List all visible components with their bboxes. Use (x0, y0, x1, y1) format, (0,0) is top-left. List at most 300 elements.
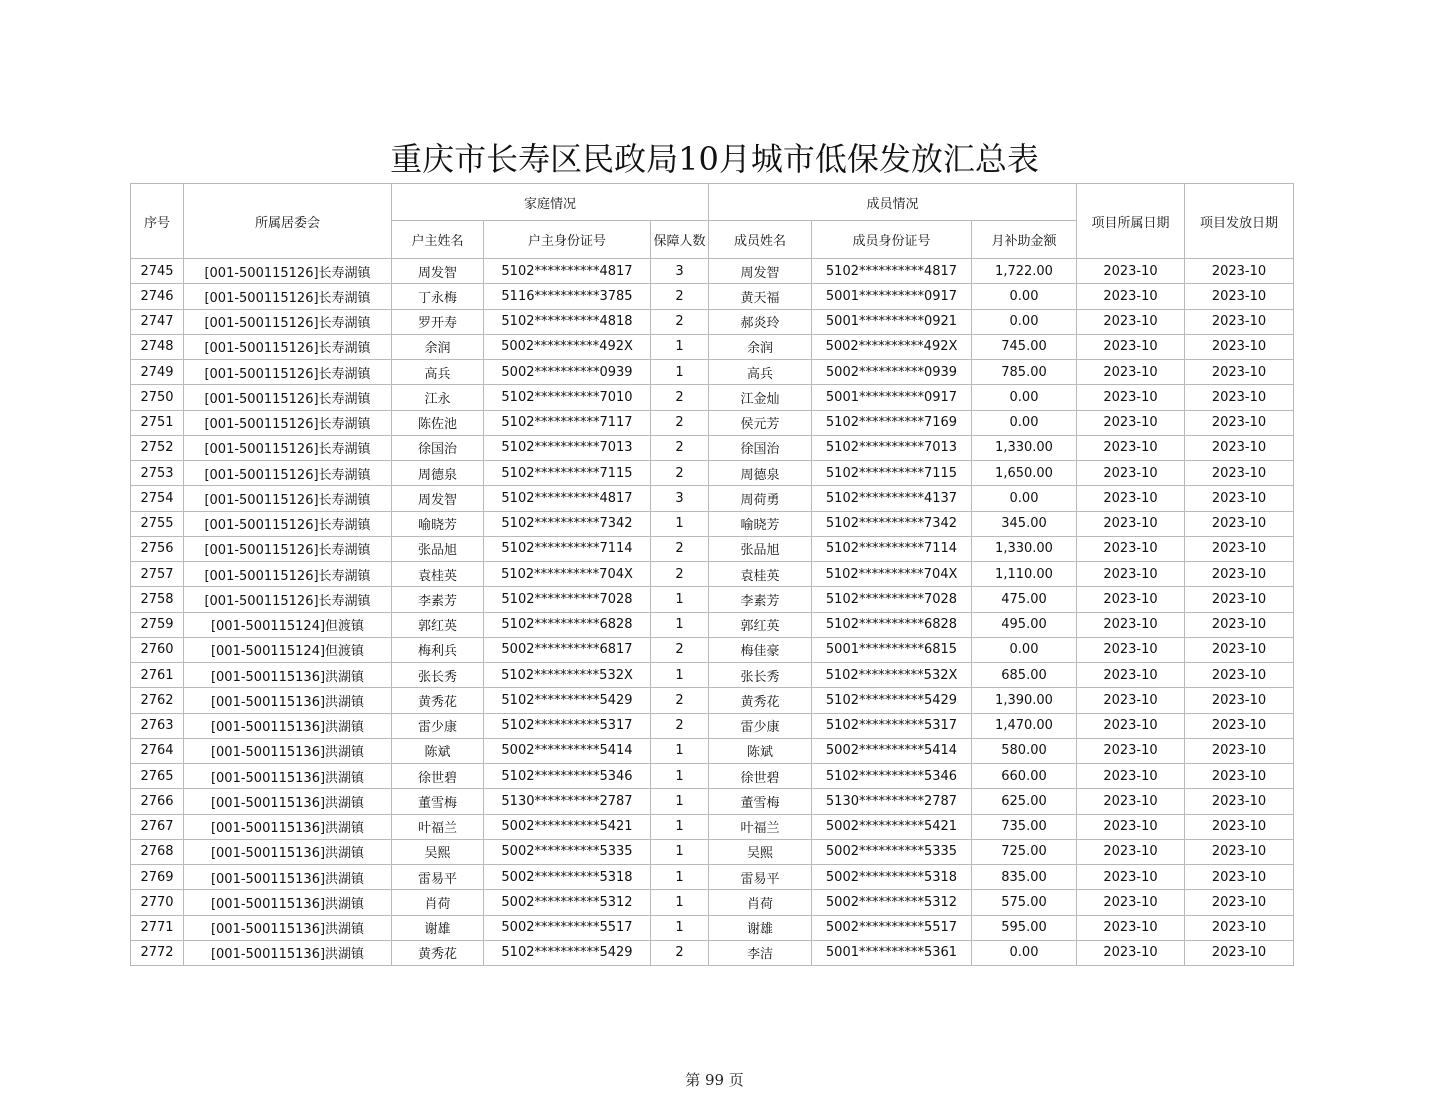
cell-member-id: 5002**********5335 (812, 839, 972, 864)
cell-covered: 2 (651, 536, 709, 561)
table-row (131, 435, 1294, 460)
cell-member-id: 5102**********5429 (812, 688, 972, 713)
cell-head-name: 肖荷 (392, 890, 484, 915)
cell-committee: [001-500115126]长寿湖镇 (184, 284, 392, 309)
cell-monthly-amount: 1,330.00 (972, 435, 1077, 460)
cell-head-name: 黄秀花 (392, 688, 484, 713)
cell-covered: 2 (651, 309, 709, 334)
cell-head-id: 5102**********704X (484, 562, 651, 587)
cell-committee: [001-500115136]洪湖镇 (184, 789, 392, 814)
cell-head-id: 5002**********5414 (484, 738, 651, 763)
cell-covered: 2 (651, 461, 709, 486)
cell-seq: 2746 (131, 284, 184, 309)
header-monthly-amount: 月补助金额 (972, 221, 1077, 259)
cell-project-date: 2023-10 (1077, 890, 1185, 915)
table-row (131, 814, 1294, 839)
cell-covered: 1 (651, 764, 709, 789)
table-row (131, 915, 1294, 940)
table-row (131, 334, 1294, 359)
cell-committee: [001-500115126]长寿湖镇 (184, 562, 392, 587)
cell-member-name: 吴熙 (709, 839, 812, 864)
cell-member-id: 5001**********5361 (812, 940, 972, 965)
cell-covered: 2 (651, 385, 709, 410)
cell-covered: 1 (651, 915, 709, 940)
cell-monthly-amount: 685.00 (972, 663, 1077, 688)
cell-head-id: 5102**********4817 (484, 486, 651, 511)
table-row (131, 587, 1294, 612)
cell-member-name: 陈斌 (709, 738, 812, 763)
table-header (131, 184, 1294, 259)
cell-member-name: 雷少康 (709, 713, 812, 738)
cell-head-id: 5002**********6817 (484, 637, 651, 662)
cell-monthly-amount: 475.00 (972, 587, 1077, 612)
cell-seq: 2771 (131, 915, 184, 940)
cell-member-id: 5002**********5421 (812, 814, 972, 839)
cell-project-date: 2023-10 (1077, 562, 1185, 587)
table-row (131, 865, 1294, 890)
table-row (131, 486, 1294, 511)
cell-project-date: 2023-10 (1077, 612, 1185, 637)
cell-member-id: 5102**********5346 (812, 764, 972, 789)
cell-monthly-amount: 725.00 (972, 839, 1077, 864)
cell-monthly-amount: 0.00 (972, 309, 1077, 334)
cell-member-name: 侯元芳 (709, 410, 812, 435)
table-row (131, 309, 1294, 334)
cell-seq: 2747 (131, 309, 184, 334)
cell-covered: 1 (651, 511, 709, 536)
cell-committee: [001-500115126]长寿湖镇 (184, 536, 392, 561)
cell-seq: 2765 (131, 764, 184, 789)
cell-covered: 2 (651, 940, 709, 965)
cell-issue-date: 2023-10 (1185, 461, 1294, 486)
cell-covered: 1 (651, 334, 709, 359)
cell-project-date: 2023-10 (1077, 713, 1185, 738)
cell-member-name: 高兵 (709, 360, 812, 385)
cell-head-name: 黄秀花 (392, 940, 484, 965)
cell-issue-date: 2023-10 (1185, 789, 1294, 814)
cell-issue-date: 2023-10 (1185, 385, 1294, 410)
cell-head-id: 5002**********0939 (484, 360, 651, 385)
cell-seq: 2752 (131, 435, 184, 460)
allowance-summary-table (130, 183, 1294, 966)
cell-covered: 2 (651, 688, 709, 713)
cell-member-id: 5102**********4817 (812, 259, 972, 284)
cell-covered: 1 (651, 360, 709, 385)
cell-committee: [001-500115136]洪湖镇 (184, 814, 392, 839)
cell-project-date: 2023-10 (1077, 738, 1185, 763)
header-covered: 保障人数 (651, 221, 709, 259)
cell-member-name: 董雪梅 (709, 789, 812, 814)
header-member-group: 成员情况 (709, 184, 1077, 221)
cell-head-id: 5116**********3785 (484, 284, 651, 309)
cell-member-name: 梅佳豪 (709, 637, 812, 662)
cell-member-name: 谢雄 (709, 915, 812, 940)
cell-project-date: 2023-10 (1077, 511, 1185, 536)
cell-project-date: 2023-10 (1077, 360, 1185, 385)
cell-head-name: 高兵 (392, 360, 484, 385)
cell-covered: 1 (651, 814, 709, 839)
cell-issue-date: 2023-10 (1185, 637, 1294, 662)
cell-project-date: 2023-10 (1077, 789, 1185, 814)
cell-head-id: 5002**********5335 (484, 839, 651, 864)
table-row (131, 637, 1294, 662)
page-title: 重庆市长寿区民政局10月城市低保发放汇总表 (390, 140, 1039, 178)
table-row (131, 259, 1294, 284)
header-issue-date: 项目发放日期 (1185, 184, 1294, 259)
cell-head-name: 雷少康 (392, 713, 484, 738)
cell-project-date: 2023-10 (1077, 587, 1185, 612)
cell-head-id: 5102**********4817 (484, 259, 651, 284)
table-row (131, 663, 1294, 688)
cell-project-date: 2023-10 (1077, 536, 1185, 561)
cell-project-date: 2023-10 (1077, 486, 1185, 511)
cell-seq: 2772 (131, 940, 184, 965)
cell-monthly-amount: 745.00 (972, 334, 1077, 359)
cell-head-id: 5102**********7010 (484, 385, 651, 410)
cell-monthly-amount: 1,330.00 (972, 536, 1077, 561)
cell-head-name: 叶福兰 (392, 814, 484, 839)
table-row (131, 385, 1294, 410)
cell-monthly-amount: 785.00 (972, 360, 1077, 385)
cell-member-name: 徐国治 (709, 435, 812, 460)
cell-committee: [001-500115124]但渡镇 (184, 637, 392, 662)
table-row (131, 360, 1294, 385)
cell-issue-date: 2023-10 (1185, 259, 1294, 284)
table-row (131, 764, 1294, 789)
cell-monthly-amount: 595.00 (972, 915, 1077, 940)
cell-seq: 2766 (131, 789, 184, 814)
cell-monthly-amount: 1,470.00 (972, 713, 1077, 738)
header-member-id: 成员身份证号 (812, 221, 972, 259)
cell-monthly-amount: 1,722.00 (972, 259, 1077, 284)
cell-head-name: 余润 (392, 334, 484, 359)
cell-committee: [001-500115126]长寿湖镇 (184, 385, 392, 410)
cell-committee: [001-500115126]长寿湖镇 (184, 587, 392, 612)
cell-head-id: 5102**********5346 (484, 764, 651, 789)
cell-head-id: 5102**********6828 (484, 612, 651, 637)
cell-monthly-amount: 345.00 (972, 511, 1077, 536)
cell-seq: 2760 (131, 637, 184, 662)
cell-project-date: 2023-10 (1077, 259, 1185, 284)
cell-member-id: 5102**********532X (812, 663, 972, 688)
table-row (131, 789, 1294, 814)
cell-issue-date: 2023-10 (1185, 713, 1294, 738)
cell-committee: [001-500115136]洪湖镇 (184, 738, 392, 763)
cell-member-name: 李素芳 (709, 587, 812, 612)
cell-head-id: 5002**********5312 (484, 890, 651, 915)
table-row (131, 890, 1294, 915)
cell-member-id: 5002**********0939 (812, 360, 972, 385)
cell-head-name: 陈佐池 (392, 410, 484, 435)
cell-committee: [001-500115136]洪湖镇 (184, 839, 392, 864)
cell-committee: [001-500115136]洪湖镇 (184, 688, 392, 713)
cell-member-name: 袁桂英 (709, 562, 812, 587)
cell-committee: [001-500115126]长寿湖镇 (184, 360, 392, 385)
cell-issue-date: 2023-10 (1185, 738, 1294, 763)
header-head-id: 户主身份证号 (484, 221, 651, 259)
cell-member-name: 郝炎玲 (709, 309, 812, 334)
cell-issue-date: 2023-10 (1185, 562, 1294, 587)
cell-issue-date: 2023-10 (1185, 334, 1294, 359)
table-row (131, 738, 1294, 763)
cell-member-name: 黄天福 (709, 284, 812, 309)
cell-head-id: 5102**********7114 (484, 536, 651, 561)
cell-committee: [001-500115136]洪湖镇 (184, 764, 392, 789)
cell-covered: 3 (651, 486, 709, 511)
cell-seq: 2750 (131, 385, 184, 410)
cell-head-id: 5102**********532X (484, 663, 651, 688)
cell-member-name: 余润 (709, 334, 812, 359)
cell-issue-date: 2023-10 (1185, 865, 1294, 890)
cell-issue-date: 2023-10 (1185, 435, 1294, 460)
cell-head-name: 雷易平 (392, 865, 484, 890)
cell-monthly-amount: 625.00 (972, 789, 1077, 814)
cell-committee: [001-500115136]洪湖镇 (184, 915, 392, 940)
header-head-name: 户主姓名 (392, 221, 484, 259)
cell-member-id: 5001**********0921 (812, 309, 972, 334)
cell-covered: 2 (651, 637, 709, 662)
cell-head-id: 5102**********5429 (484, 688, 651, 713)
cell-monthly-amount: 0.00 (972, 486, 1077, 511)
cell-seq: 2749 (131, 360, 184, 385)
cell-committee: [001-500115126]长寿湖镇 (184, 410, 392, 435)
cell-covered: 2 (651, 562, 709, 587)
header-member-name: 成员姓名 (709, 221, 812, 259)
cell-covered: 1 (651, 839, 709, 864)
cell-head-id: 5102**********7013 (484, 435, 651, 460)
cell-monthly-amount: 495.00 (972, 612, 1077, 637)
cell-project-date: 2023-10 (1077, 865, 1185, 890)
cell-project-date: 2023-10 (1077, 940, 1185, 965)
cell-monthly-amount: 0.00 (972, 410, 1077, 435)
cell-monthly-amount: 735.00 (972, 814, 1077, 839)
cell-member-name: 徐世碧 (709, 764, 812, 789)
cell-seq: 2763 (131, 713, 184, 738)
cell-issue-date: 2023-10 (1185, 612, 1294, 637)
cell-committee: [001-500115136]洪湖镇 (184, 663, 392, 688)
cell-head-name: 周发智 (392, 486, 484, 511)
table-row (131, 284, 1294, 309)
cell-member-id: 5102**********7115 (812, 461, 972, 486)
cell-seq: 2761 (131, 663, 184, 688)
cell-monthly-amount: 660.00 (972, 764, 1077, 789)
cell-head-id: 5102**********4818 (484, 309, 651, 334)
cell-project-date: 2023-10 (1077, 309, 1185, 334)
cell-seq: 2770 (131, 890, 184, 915)
cell-member-id: 5130**********2787 (812, 789, 972, 814)
cell-head-name: 江永 (392, 385, 484, 410)
table-row (131, 461, 1294, 486)
cell-issue-date: 2023-10 (1185, 764, 1294, 789)
cell-committee: [001-500115126]长寿湖镇 (184, 309, 392, 334)
cell-seq: 2767 (131, 814, 184, 839)
cell-seq: 2754 (131, 486, 184, 511)
table-row (131, 511, 1294, 536)
cell-seq: 2751 (131, 410, 184, 435)
cell-head-id: 5002**********5517 (484, 915, 651, 940)
table-row (131, 713, 1294, 738)
cell-covered: 1 (651, 587, 709, 612)
cell-member-id: 5002**********5414 (812, 738, 972, 763)
cell-monthly-amount: 575.00 (972, 890, 1077, 915)
cell-head-name: 梅利兵 (392, 637, 484, 662)
cell-member-id: 5001**********0917 (812, 284, 972, 309)
cell-issue-date: 2023-10 (1185, 688, 1294, 713)
cell-head-name: 张长秀 (392, 663, 484, 688)
cell-member-id: 5002**********5318 (812, 865, 972, 890)
cell-head-id: 5102**********7115 (484, 461, 651, 486)
cell-member-name: 张品旭 (709, 536, 812, 561)
cell-head-name: 张品旭 (392, 536, 484, 561)
cell-member-id: 5102**********7114 (812, 536, 972, 561)
cell-seq: 2753 (131, 461, 184, 486)
table-row (131, 562, 1294, 587)
cell-seq: 2748 (131, 334, 184, 359)
cell-project-date: 2023-10 (1077, 284, 1185, 309)
cell-committee: [001-500115126]长寿湖镇 (184, 511, 392, 536)
cell-member-id: 5102**********6828 (812, 612, 972, 637)
cell-monthly-amount: 0.00 (972, 284, 1077, 309)
cell-committee: [001-500115136]洪湖镇 (184, 940, 392, 965)
header-seq: 序号 (131, 184, 184, 259)
cell-issue-date: 2023-10 (1185, 410, 1294, 435)
cell-issue-date: 2023-10 (1185, 284, 1294, 309)
cell-covered: 1 (651, 789, 709, 814)
cell-member-id: 5002**********5517 (812, 915, 972, 940)
cell-covered: 1 (651, 612, 709, 637)
cell-head-name: 陈斌 (392, 738, 484, 763)
cell-head-name: 喻晓芳 (392, 511, 484, 536)
cell-seq: 2758 (131, 587, 184, 612)
cell-covered: 2 (651, 410, 709, 435)
cell-head-name: 罗开寿 (392, 309, 484, 334)
cell-member-name: 周发智 (709, 259, 812, 284)
cell-committee: [001-500115136]洪湖镇 (184, 713, 392, 738)
cell-member-id: 5102**********7013 (812, 435, 972, 460)
cell-committee: [001-500115126]长寿湖镇 (184, 334, 392, 359)
cell-head-name: 袁桂英 (392, 562, 484, 587)
cell-seq: 2762 (131, 688, 184, 713)
cell-member-id: 5102**********7342 (812, 511, 972, 536)
header-family-group: 家庭情况 (392, 184, 709, 221)
cell-member-name: 叶福兰 (709, 814, 812, 839)
cell-member-name: 张长秀 (709, 663, 812, 688)
cell-monthly-amount: 1,110.00 (972, 562, 1077, 587)
cell-committee: [001-500115126]长寿湖镇 (184, 486, 392, 511)
table-row (131, 688, 1294, 713)
cell-seq: 2769 (131, 865, 184, 890)
cell-head-id: 5130**********2787 (484, 789, 651, 814)
cell-head-id: 5002**********5421 (484, 814, 651, 839)
cell-issue-date: 2023-10 (1185, 663, 1294, 688)
cell-covered: 1 (651, 890, 709, 915)
cell-seq: 2757 (131, 562, 184, 587)
cell-head-name: 徐世碧 (392, 764, 484, 789)
cell-project-date: 2023-10 (1077, 814, 1185, 839)
cell-committee: [001-500115136]洪湖镇 (184, 865, 392, 890)
cell-covered: 3 (651, 259, 709, 284)
page-number: 第 99 页 (685, 1071, 744, 1089)
cell-covered: 1 (651, 738, 709, 763)
cell-head-id: 5102**********5429 (484, 940, 651, 965)
cell-member-id: 5001**********0917 (812, 385, 972, 410)
cell-member-name: 郭红英 (709, 612, 812, 637)
cell-committee: [001-500115124]但渡镇 (184, 612, 392, 637)
cell-covered: 2 (651, 284, 709, 309)
cell-monthly-amount: 0.00 (972, 637, 1077, 662)
cell-member-id: 5001**********6815 (812, 637, 972, 662)
cell-member-id: 5102**********704X (812, 562, 972, 587)
cell-seq: 2745 (131, 259, 184, 284)
cell-issue-date: 2023-10 (1185, 536, 1294, 561)
cell-member-id: 5002**********5312 (812, 890, 972, 915)
cell-issue-date: 2023-10 (1185, 814, 1294, 839)
cell-monthly-amount: 0.00 (972, 385, 1077, 410)
table-row (131, 940, 1294, 965)
table-row (131, 612, 1294, 637)
cell-project-date: 2023-10 (1077, 385, 1185, 410)
cell-project-date: 2023-10 (1077, 410, 1185, 435)
cell-issue-date: 2023-10 (1185, 486, 1294, 511)
cell-project-date: 2023-10 (1077, 637, 1185, 662)
table-body (131, 259, 1294, 966)
table-row (131, 410, 1294, 435)
cell-member-name: 周德泉 (709, 461, 812, 486)
cell-committee: [001-500115126]长寿湖镇 (184, 461, 392, 486)
cell-monthly-amount: 835.00 (972, 865, 1077, 890)
cell-covered: 1 (651, 865, 709, 890)
cell-head-id: 5102**********7342 (484, 511, 651, 536)
cell-head-id: 5002**********5318 (484, 865, 651, 890)
cell-member-id: 5102**********7169 (812, 410, 972, 435)
cell-head-name: 周德泉 (392, 461, 484, 486)
cell-seq: 2759 (131, 612, 184, 637)
cell-covered: 2 (651, 435, 709, 460)
cell-member-id: 5102**********4137 (812, 486, 972, 511)
cell-project-date: 2023-10 (1077, 839, 1185, 864)
cell-covered: 2 (651, 713, 709, 738)
cell-head-name: 董雪梅 (392, 789, 484, 814)
cell-committee: [001-500115136]洪湖镇 (184, 890, 392, 915)
cell-project-date: 2023-10 (1077, 663, 1185, 688)
cell-head-id: 5102**********7028 (484, 587, 651, 612)
cell-monthly-amount: 0.00 (972, 940, 1077, 965)
cell-head-id: 5002**********492X (484, 334, 651, 359)
cell-issue-date: 2023-10 (1185, 360, 1294, 385)
cell-member-id: 5002**********492X (812, 334, 972, 359)
cell-project-date: 2023-10 (1077, 435, 1185, 460)
cell-head-id: 5102**********5317 (484, 713, 651, 738)
cell-member-id: 5102**********7028 (812, 587, 972, 612)
cell-issue-date: 2023-10 (1185, 839, 1294, 864)
table-row (131, 536, 1294, 561)
cell-project-date: 2023-10 (1077, 334, 1185, 359)
cell-member-id: 5102**********5317 (812, 713, 972, 738)
cell-issue-date: 2023-10 (1185, 915, 1294, 940)
cell-project-date: 2023-10 (1077, 461, 1185, 486)
cell-project-date: 2023-10 (1077, 764, 1185, 789)
cell-issue-date: 2023-10 (1185, 309, 1294, 334)
cell-member-name: 雷易平 (709, 865, 812, 890)
cell-committee: [001-500115126]长寿湖镇 (184, 435, 392, 460)
cell-head-name: 丁永梅 (392, 284, 484, 309)
cell-member-name: 喻晓芳 (709, 511, 812, 536)
cell-head-name: 周发智 (392, 259, 484, 284)
cell-member-name: 黄秀花 (709, 688, 812, 713)
header-project-date: 项目所属日期 (1077, 184, 1185, 259)
cell-head-name: 李素芳 (392, 587, 484, 612)
cell-monthly-amount: 1,390.00 (972, 688, 1077, 713)
